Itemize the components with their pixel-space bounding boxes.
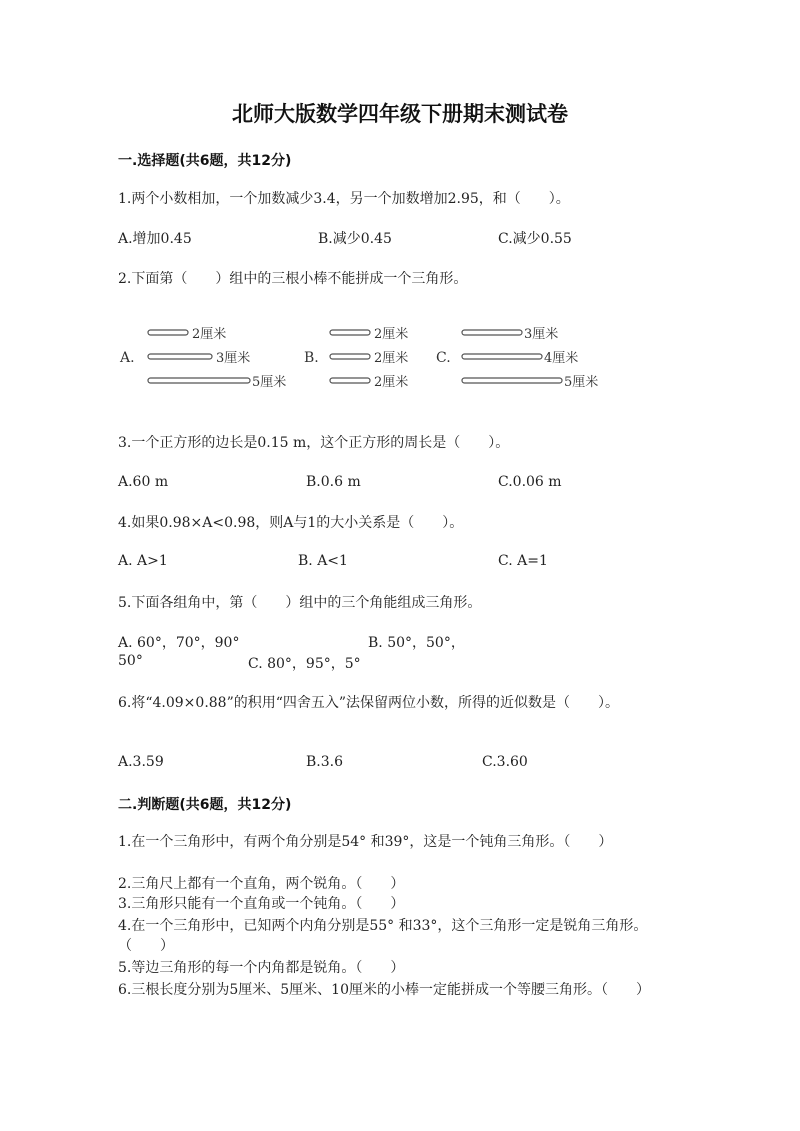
option-6b: B.3.6	[306, 754, 344, 770]
option-3b: B.0.6 m	[306, 474, 361, 490]
option-5b-cont: 50°	[118, 653, 143, 669]
option-5a: A. 60°，70°，90°	[118, 635, 240, 651]
stick-c1	[462, 330, 522, 335]
option-4b: B. A<1	[298, 553, 348, 569]
judge-item-3: 3.三角形只能有一个直角或一个钝角。（ ）	[118, 896, 405, 912]
sticks-diagram	[118, 318, 608, 398]
question-3: 3.一个正方形的边长是0.15 m，这个正方形的周长是（ ）。	[118, 435, 510, 451]
page-title: 北师大版数学四年级下册期末测试卷	[232, 102, 568, 126]
stick-label-c3: 5厘米	[564, 375, 599, 390]
stick-label-a2: 3厘米	[216, 351, 251, 366]
group-label-c: C.	[436, 350, 451, 366]
question-5: 5.下面各组角中，第（ ）组中的三个角能组成三角形。	[118, 595, 482, 611]
judge-item-1: 1.在一个三角形中，有两个角分别是54° 和39°，这是一个钝角三角形。（ ）	[118, 834, 613, 850]
stick-label-c1: 3厘米	[524, 327, 559, 342]
stick-b3	[330, 378, 370, 383]
judge-item-5: 5.等边三角形的每一个内角都是锐角。（ ）	[118, 960, 405, 976]
group-label-a: A.	[120, 350, 135, 366]
stick-label-a1: 2厘米	[192, 327, 227, 342]
question-2: 2.下面第（ ）组中的三根小棒不能拼成一个三角形。	[118, 271, 468, 287]
option-5b: B. 50°，50°，	[368, 635, 465, 651]
option-6a: A.3.59	[118, 754, 164, 770]
option-1b: B.减少0.45	[318, 231, 392, 247]
stick-label-b2: 2厘米	[374, 351, 409, 366]
judge-item-6: 6.三根长度分别为5厘米、5厘米、10厘米的小棒一定能拼成一个等腰三角形。（ ）	[118, 982, 650, 998]
option-6c: C.3.60	[482, 754, 528, 770]
option-1c: C.减少0.55	[498, 231, 572, 247]
stick-label-a3: 5厘米	[252, 375, 287, 390]
stick-label-c2: 4厘米	[544, 351, 579, 366]
judge-item-4: 4.在一个三角形中，已知两个内角分别是55° 和33°，这个三角形一定是锐角三角形。（ ）	[118, 918, 648, 954]
option-3c: C.0.06 m	[498, 474, 562, 490]
option-4c: C. A=1	[498, 553, 548, 569]
stick-b1	[330, 330, 370, 335]
stick-label-b3: 2厘米	[374, 375, 409, 390]
section-heading-choice: 一.选择题(共6题，共12分)	[118, 153, 292, 169]
stick-c3	[462, 378, 562, 383]
option-1a: A.增加0.45	[118, 231, 192, 247]
stick-b2	[330, 354, 370, 359]
question-1: 1.两个小数相加，一个加数减少3.4，另一个加数增加2.95，和（ ）。	[118, 191, 570, 207]
option-5c: C. 80°，95°，5°	[248, 656, 361, 672]
question-6: 6.将“4.09×0.88”的积用“四舍五入”法保留两位小数，所得的近似数是（ ）。	[118, 695, 620, 711]
stick-a1	[148, 330, 188, 335]
stick-label-b1: 2厘米	[374, 327, 409, 342]
option-4a: A. A>1	[118, 553, 168, 569]
stick-c2	[462, 354, 542, 359]
question-4: 4.如果0.98×A<0.98，则A与1的大小关系是（ ）。	[118, 515, 464, 531]
stick-a2	[148, 354, 212, 359]
option-3a: A.60 m	[118, 474, 169, 490]
stick-a3	[148, 378, 250, 383]
judge-item-2: 2.三角尺上都有一个直角，两个锐角。（ ）	[118, 876, 405, 892]
sticks-figure	[118, 318, 608, 398]
group-label-b: B.	[304, 350, 319, 366]
section-heading-judge: 二.判断题(共6题，共12分)	[118, 797, 292, 813]
